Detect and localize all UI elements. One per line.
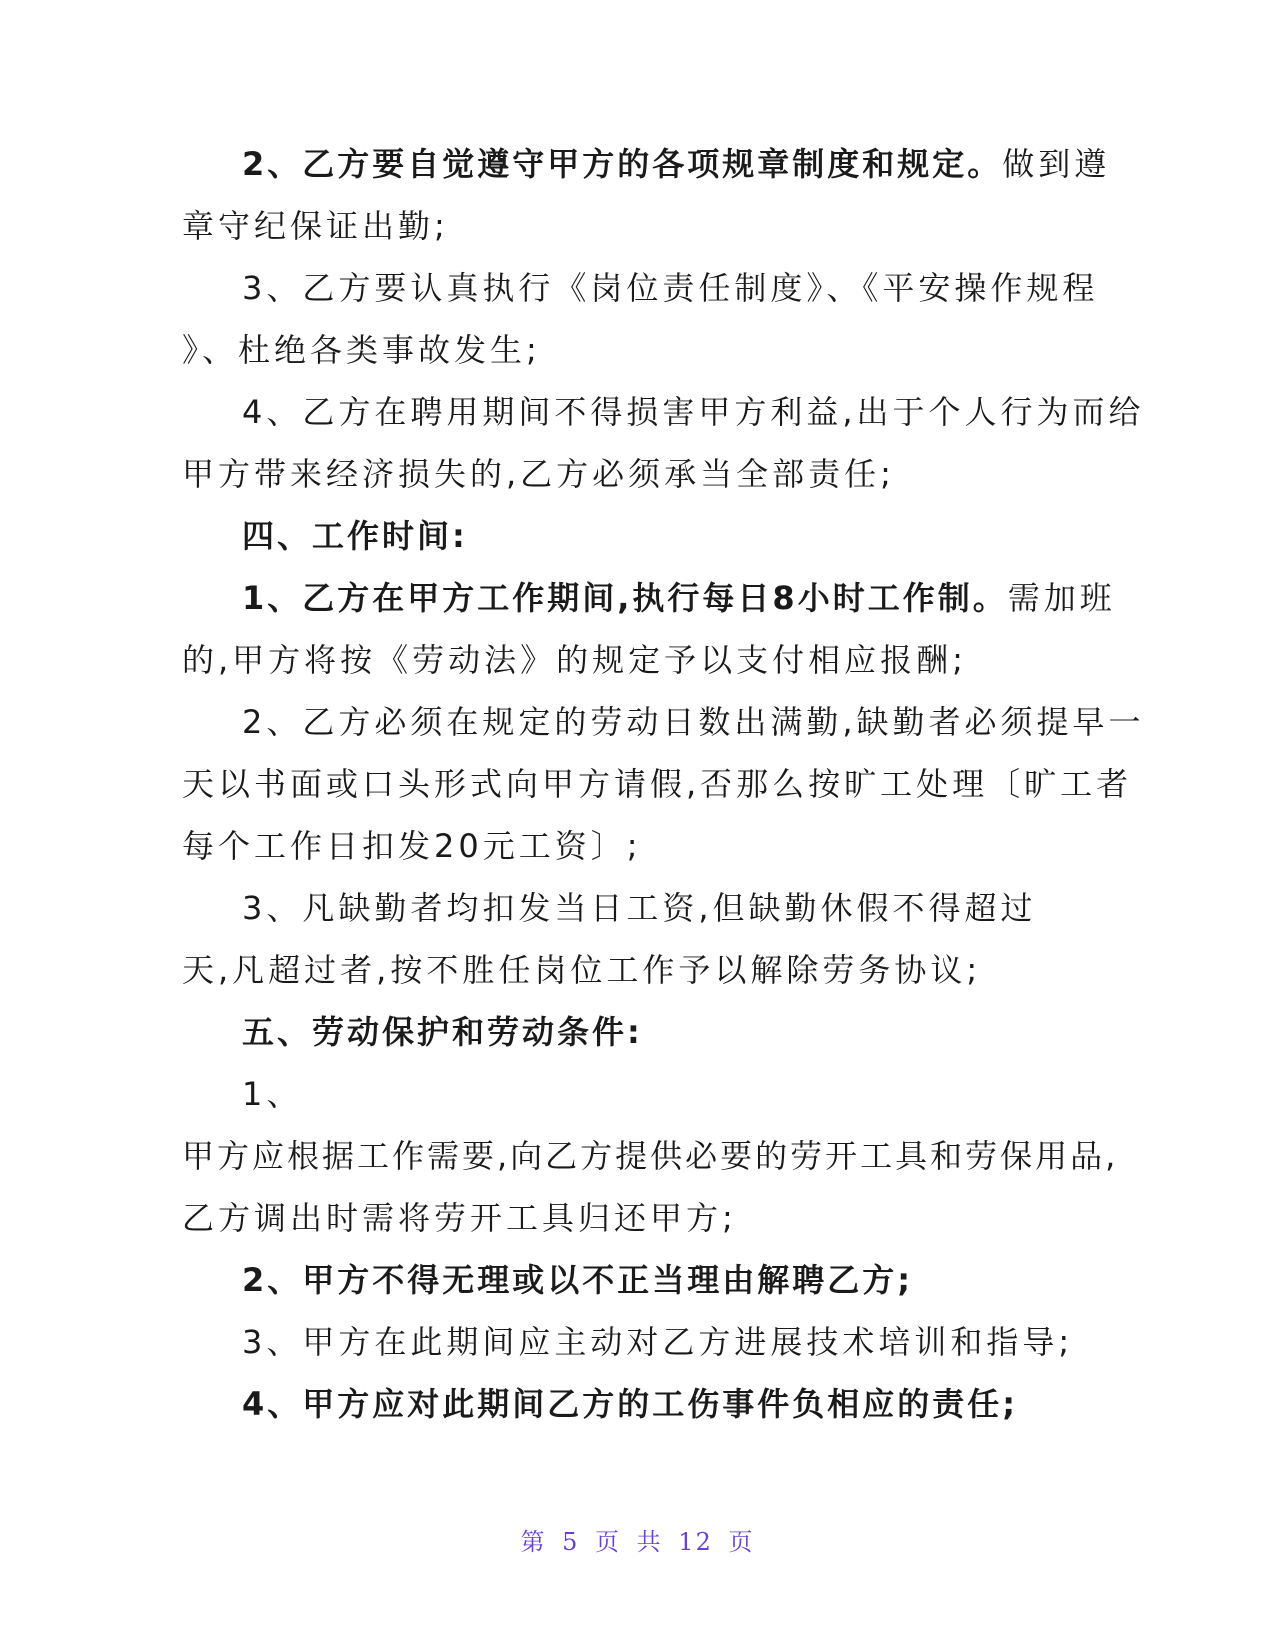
work-time-clause-1-bold-text: 1、乙方在甲方工作期间,执行每日8小时工作制。 [242, 579, 1008, 617]
clause-2-normal-text: 做到遵 [1002, 145, 1111, 183]
work-time-clause-2-line-2: 天以书面或口头形式向甲方请假,否那么按旷工处理〔旷工者 [182, 765, 1133, 803]
clause-3-line-2: 》、杜绝各类事故发生; [182, 331, 541, 369]
protection-clause-1-line-2: 乙方调出时需将劳开工具归还甲方; [182, 1199, 737, 1237]
work-time-clause-1-normal-text: 需加班 [1007, 579, 1116, 617]
work-time-clause-1-line-1 [242, 578, 1116, 618]
section-heading-work-time: 四、工作时间: [242, 517, 468, 555]
clause-4-line-1: 4、乙方在聘用期间不得损害甲方利益,出于个人行为而给 [242, 393, 1145, 431]
clause-2-line-2: 章守纪保证出勤; [182, 207, 449, 245]
work-time-clause-1-line-2: 的,甲方将按《劳动法》的规定予以支付相应报酬; [182, 641, 967, 679]
protection-clause-1-number: 1、 [242, 1075, 303, 1113]
clause-3-line-1: 3、乙方要认真执行《岗位责任制度》、《平安操作规程 [242, 269, 1099, 307]
work-time-clause-3-line-2: 天,凡超过者,按不胜任岗位工作予以解除劳务协议; [182, 951, 982, 989]
clause-4-line-2: 甲方带来经济损失的,乙方必须承当全部责任; [182, 455, 895, 493]
clause-2-line-1 [242, 144, 1110, 184]
clause-2-bold-text: 2、乙方要自觉遵守甲方的各项规章制度和规定。 [242, 145, 1003, 183]
protection-clause-1-line-1: 甲方应根据工作需要,向乙方提供必要的劳开工具和劳保用品, [182, 1137, 1119, 1175]
protection-clause-3: 3、甲方在此期间应主动对乙方进展技术培训和指导; [242, 1323, 1074, 1361]
section-heading-labor-protection: 五、劳动保护和劳动条件: [242, 1013, 643, 1051]
work-time-clause-2-line-3: 每个工作日扣发20元工资〕; [182, 827, 642, 865]
page-number-footer: 第 5 页 共 12 页 [520, 1528, 755, 1556]
protection-clause-2: 2、甲方不得无理或以不正当理由解聘乙方; [242, 1261, 914, 1299]
work-time-clause-3-line-1: 3、凡缺勤者均扣发当日工资,但缺勤休假不得超过 [242, 889, 1037, 927]
protection-clause-4: 4、甲方应对此期间乙方的工伤事件负相应的责任; [242, 1385, 1019, 1423]
work-time-clause-2-line-1: 2、乙方必须在规定的劳动日数出满勤,缺勤者必须提早一 [242, 703, 1145, 741]
